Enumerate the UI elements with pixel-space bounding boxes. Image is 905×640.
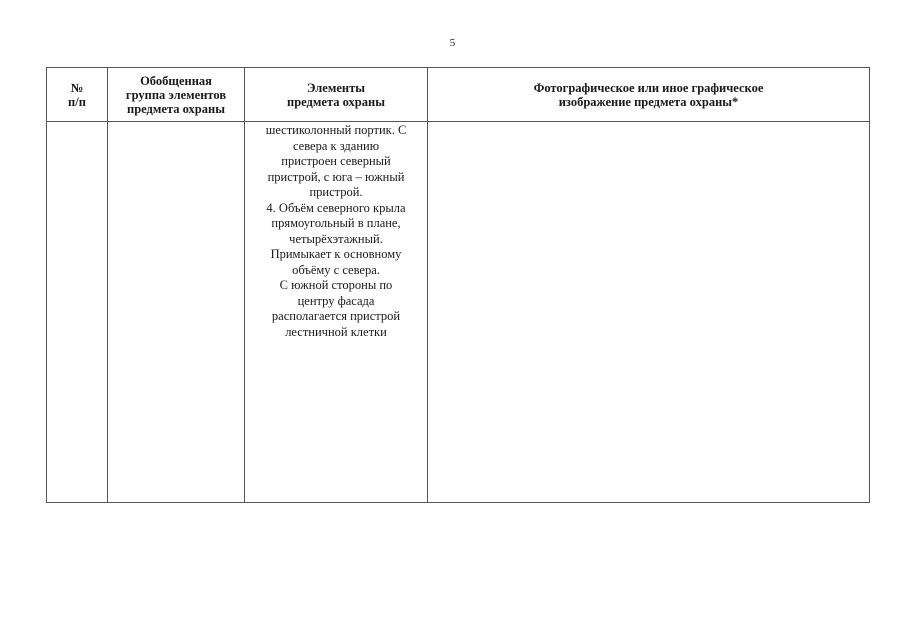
cell-elements <box>245 122 428 503</box>
header-elements <box>245 68 428 122</box>
header-group <box>108 68 245 122</box>
header-elements-label: Элементы предмета охраны <box>287 80 385 109</box>
cell-image <box>428 122 870 503</box>
cell-number-text <box>47 122 107 123</box>
cell-image-text <box>428 122 869 123</box>
cell-group <box>108 122 245 503</box>
header-image <box>428 68 870 122</box>
cell-group-text <box>108 122 244 123</box>
header-group-label: Обобщенная группа элементов предмета охраны <box>125 73 227 116</box>
header-number <box>47 68 108 122</box>
cell-elements-text: шестиколонный портик. С севера к зданию пристроен северный пристрой, с юга – южный пристрой. 4. Объём северного крыла прямоугольный в плане, четырёхэтажный. Примыкает к основному объёму с севера. С южной стороны по центру фасада располагается пристрой лестничной клетки <box>265 123 407 339</box>
table-row <box>47 122 870 503</box>
cell-number <box>47 122 108 503</box>
table-header-row <box>47 68 870 122</box>
header-image-label: Фотографическое или иное графическое изображение предмета охраны* <box>533 80 764 109</box>
protection-subject-table <box>46 67 870 503</box>
header-number-label: № п/п <box>68 80 86 109</box>
page-number: 5 <box>449 37 456 49</box>
